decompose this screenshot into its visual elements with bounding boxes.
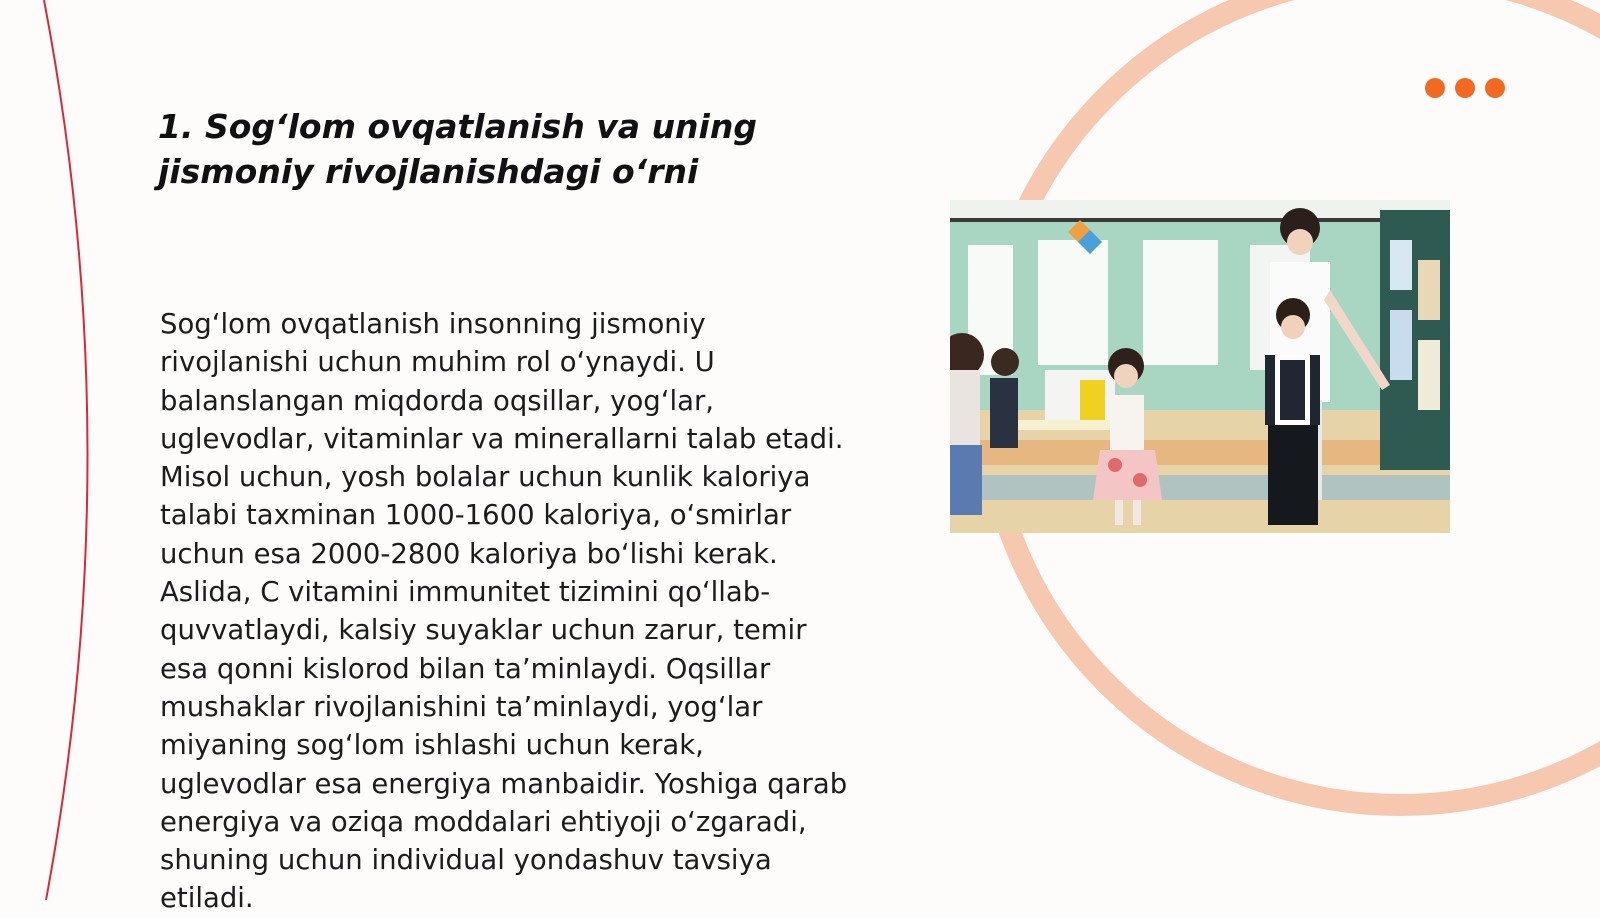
decor-dots (1425, 78, 1505, 98)
decor-dot (1455, 78, 1475, 98)
slide-body-text: Sog‘lom ovqatlanish insonning jismoniy rivojlanishi uchun muhim rol o‘ynaydi. U balanslangan miqdorda oqsillar, yog‘lar, uglevodlar, vitaminlar va minerallarni talab etadi. Misol uchun, yosh bolalar uchun kunlik kaloriya talabi taxminan 1000-1600 kaloriya, o‘smirlar uchun esa 2000-2800 kaloriya bo‘lishi kerak. Aslida, C vitamini immunitet tizimini qo‘llab-quvvatlaydi, kalsiy suyaklar uchun zarur, temir esa qonni kislorod bilan ta’minlaydi. Oqsillar mushaklar rivojlanishini ta’minlaydi, yog‘lar miyaning sog‘lom ishlashi uchun kerak, uglevodlar esa energiya manbaidir. Yoshiga qarab energiya va oziqa moddalari ehtiyoji o‘zgaradi, shuning uchun individual yondashuv tavsiya etiladi. (160, 308, 848, 915)
decor-dot (1425, 78, 1445, 98)
classroom-photo-icon (950, 200, 1450, 533)
slide-title: 1. Sog‘lom ovqatlanish va uning jismoniy rivojlanishdagi o‘rni (158, 107, 757, 191)
decor-dot (1485, 78, 1505, 98)
decor-left-line (44, 0, 88, 900)
